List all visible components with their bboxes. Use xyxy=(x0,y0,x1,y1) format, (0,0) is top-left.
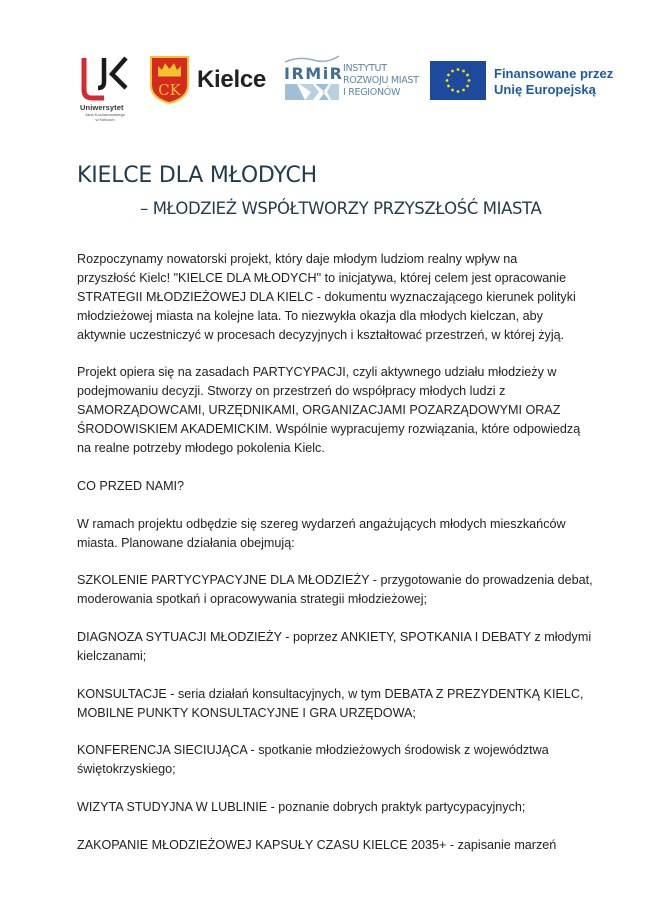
text-line: SAMORZĄDOWCAMI, URZĘDNIKAMI, ORGANIZACJAMI POZARZĄDOWYMI ORAZ xyxy=(77,403,561,418)
text-line: Rozpoczynamy nowatorski projekt, który daje młodym ludziom realny wpływ na xyxy=(77,252,518,266)
page-title: KIELCE DLA MŁODYCH xyxy=(77,163,318,188)
page-subtitle: – MŁODZIEŻ WSPÓŁTWORZY PRZYSZŁOŚĆ MIASTA xyxy=(140,199,542,218)
kielce-name: Kielce xyxy=(197,66,266,93)
eu-star-icon xyxy=(457,90,460,93)
logo-header xyxy=(0,0,650,140)
text-line: młodzieżowej miasta na kolejne lata. To niezwykła okazja dla młodych kielczan, aby xyxy=(77,308,543,323)
text-line: KONSULTACJE - seria działań konsultacyjnych, w tym DEBATA Z PREZYDENTKĄ KIELC, xyxy=(77,686,584,701)
eu-star-icon xyxy=(446,79,449,82)
text-line: kielczanami; xyxy=(77,648,147,663)
text-line: przyszłość Kielc! "KIELCE DLA MŁODYCH" to inicjatywa, której celem jest opracowanie xyxy=(77,270,567,285)
eu-star-icon xyxy=(466,85,469,88)
section-heading xyxy=(77,477,587,496)
eu-star-icon xyxy=(447,85,450,88)
eu-star-icon xyxy=(462,70,465,73)
paragraph xyxy=(77,363,587,458)
irmir-line2: ROZWOJU MIAST xyxy=(343,75,419,86)
eu-text-line2: Unię Europejską xyxy=(494,82,596,97)
paragraph xyxy=(77,798,587,817)
eu-star-icon xyxy=(466,74,469,77)
text-line: SZKOLENIE PARTYCYPACYJNE DLA MŁODZIEŻY - przygotowanie do prowadzenia debat, xyxy=(77,573,593,588)
text-line: MOBILNE PUNKTY KONSULTACYJNE I GRA URZĘDOWA; xyxy=(77,705,416,720)
text-line: WIZYTA STUDYJNA W LUBLINIE - poznanie dobrych praktyk partycypacyjnych; xyxy=(77,800,526,815)
eu-star-icon xyxy=(447,74,450,77)
text-line: ŚRODOWISKIEM AKADEMICKIM. Wspólnie wypracujemy rozwiązania, które odpowiedzą xyxy=(77,422,581,437)
kielce-crest-letters: CK xyxy=(158,81,181,99)
text-line: miasta. Planowane działania obejmują: xyxy=(77,535,295,550)
text-line: W ramach projektu odbędzie się szereg wydarzeń angażujących młodych mieszkańców xyxy=(77,516,566,531)
text-line: STRATEGII MŁODZIEŻOWEJ DLA KIELC - dokumentu wyznaczającego kierunek polityki xyxy=(77,289,576,304)
text-line: świętokrzyskiego; xyxy=(77,762,176,777)
ujk-name: Uniwersytet xyxy=(80,103,124,112)
text-line: moderowania spotkań i opracowywania strategii młodzieżowej; xyxy=(77,592,427,607)
paragraph xyxy=(77,515,587,553)
text-line: DIAGNOZA SYTUACJI MŁODZIEŻY - poprzez ANKIETY, SPOTKANIA I DEBATY z młodymi xyxy=(77,630,592,645)
text-line: podejmowaniu decyzji. Stworzy on przestrzeń do współpracy młodych ludzi z xyxy=(77,384,506,399)
paragraph xyxy=(77,628,592,666)
eu-text-line1: Finansowane przez xyxy=(494,66,614,81)
text-line: aktywnie uczestniczyć w procesach decyzyjnych i kształtować przestrzeń, w której żyją. xyxy=(77,327,565,342)
ujk-subtitle xyxy=(80,112,130,122)
text-line: Projekt opiera się na zasadach PARTYCYPACJI, czyli aktywnego udziału młodzieży w xyxy=(77,365,557,380)
irmir-line3: I REGIONÓW xyxy=(343,87,401,98)
ujk-mark-icon xyxy=(80,56,132,102)
eu-star-icon xyxy=(468,79,471,82)
paragraph xyxy=(77,685,587,723)
eu-stars xyxy=(430,61,486,100)
eu-star-icon xyxy=(457,68,460,71)
paragraph xyxy=(77,741,587,779)
ujk-subtitle-line2: w Kielcach xyxy=(95,117,115,122)
irmir-institute-name xyxy=(343,63,419,99)
irmir-line1: INSTYTUT xyxy=(343,63,387,74)
ujk-subtitle-line1: Jana Kochanowskiego xyxy=(84,112,126,117)
paragraph xyxy=(77,250,587,345)
eu-star-icon xyxy=(462,89,465,92)
kielce-crest-icon xyxy=(149,55,190,105)
eu-star-icon xyxy=(451,89,454,92)
text-line: na realne potrzeby młodego pokolenia Kielc. xyxy=(77,441,325,456)
text-line: KONFERENCJA SIECIUJĄCA - spotkanie młodzieżowych środowisk z województwa xyxy=(77,743,549,758)
paragraph xyxy=(77,836,587,855)
eu-star-icon xyxy=(451,70,454,73)
text-line: CO PRZED NAMI? xyxy=(77,478,185,493)
paragraph xyxy=(77,571,593,609)
eu-funding-text xyxy=(494,66,613,98)
text-line: ZAKOPANIE MŁODZIEŻOWEJ KAPSUŁY CZASU KIELCE 2035+ - zapisanie marzeń xyxy=(77,837,557,852)
irmir-acronym: IRMiR xyxy=(284,64,344,83)
eu-flag-icon xyxy=(430,61,486,100)
document-body xyxy=(77,250,593,874)
